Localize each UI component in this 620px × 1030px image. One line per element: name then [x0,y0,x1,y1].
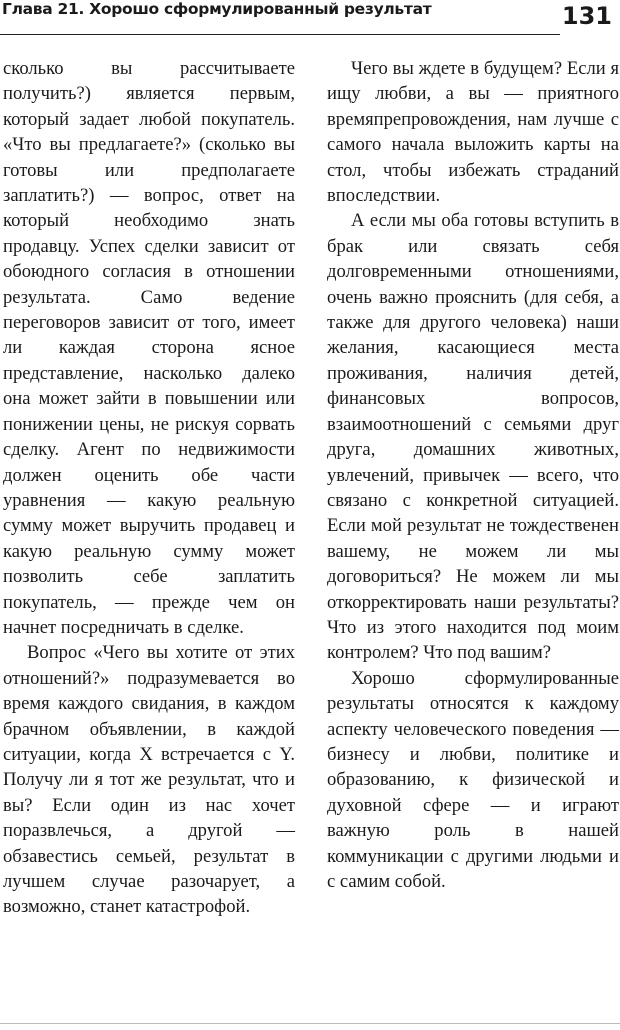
paragraph: Вопрос «Чего вы хотите от этих отношений?» подразумевается во время каждого свидания, в каждом брачном объявлении, в каждой ситуации, когда X встречается с Y. Получу ли я тот же результат, что и вы? Если один из нас хочет поразвлечься, а другой — обзавестись семьей, результат в лучшем случае разочарует, а возможно, станет катастрофой. [3,642,295,918]
page-header [0,0,620,44]
page-number: 131 [561,2,612,30]
paragraph: Чего вы ждете в будущем? Если я ищу любви, а вы — приятного времяпрепровождения, нам лучше с самого начала выложить карты на стол, чтобы избежать страданий впоследствии. [327,58,619,207]
left-column [3,56,295,920]
right-column [327,56,619,894]
header-rule [0,34,560,35]
paragraph: А если мы оба готовы вступить в брак или связать себя долговременными отношениями, очень важно прояснить (для себя, а также для другого человека) наши желания, касающиеся места проживания, наличия детей, финансовых вопросов, взаимоотношений с семьями друг друга, домашних животных, увлечений, привычек — всего, что связано с конкретной ситуацией. Если мой результат не тождественен вашему, не можем ли мы договориться? Не можем ли мы откорректировать наши результаты? Что из этого находится под моим контролем? Что под вашим? [327,210,619,664]
paragraph: Хорошо сформулированные результаты относятся к каждому аспекту человеческого поведения — бизнесу и любви, политике и образованию, к физической и духовной сфере — и играют важную роль в нашей коммуникации с другими людьми и с самим собой. [327,667,619,892]
running-head: Глава 21. Хорошо сформулированный результат [2,0,432,18]
paragraph: сколько вы рассчитываете получить?) является первым, который задает любой покупатель. «Что вы предлагаете?» (сколько вы готовы или предполагаете заплатить?) — вопрос, ответ на который необходимо знать продавцу. Успех сделки зависит от обоюдного согласия в отношении результата. Само ведение переговоров зависит от того, имеет ли каждая сторона ясное представление, насколько далеко она может зайти в повышении или понижении цены, не рискуя сорвать сделку. Агент по недвижимости должен оценить обе части уравнения — какую реальную сумму может выручить продавец и какую реальную сумму может позволить себе заплатить покупатель, — прежде чем он начнет посредничать в сделке. [3,58,295,638]
footer-rule [0,1023,620,1024]
